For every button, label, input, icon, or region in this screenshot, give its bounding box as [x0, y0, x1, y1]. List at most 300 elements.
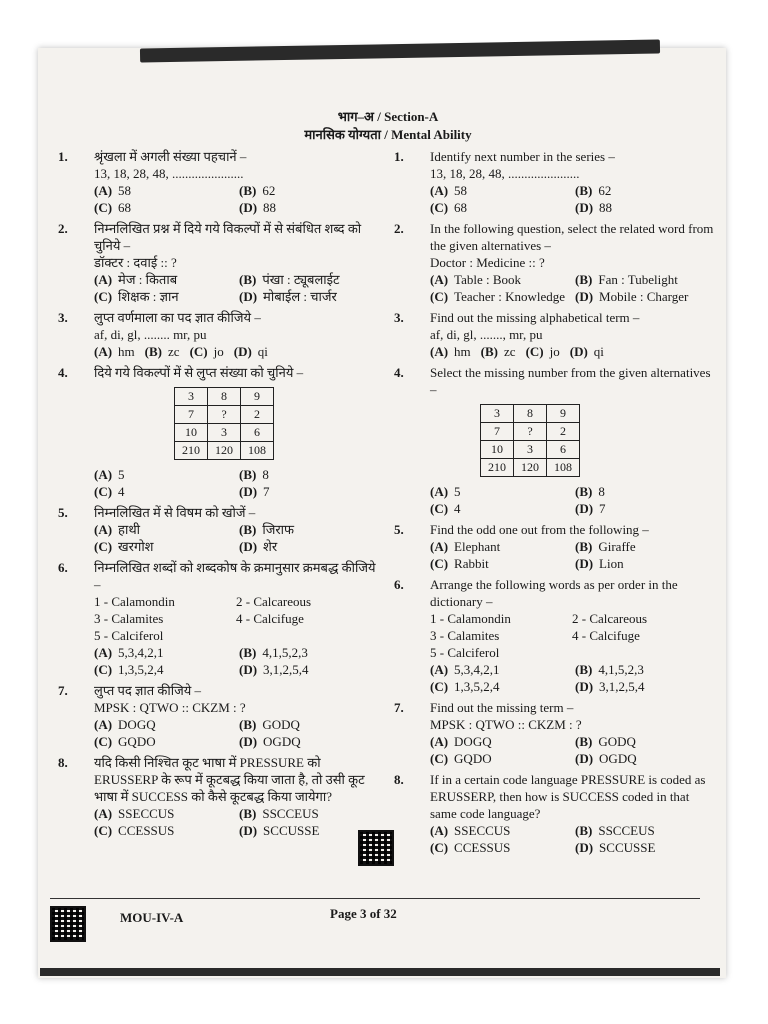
- option-letter: (C): [430, 501, 449, 516]
- option-text: CCESSUS: [454, 840, 511, 855]
- question-number: 6.: [58, 560, 68, 575]
- option-letter: (C): [94, 200, 113, 215]
- answer-option: [575, 733, 714, 750]
- option-letter: (D): [575, 200, 594, 215]
- answer-option: [94, 661, 233, 678]
- option-text: 7: [599, 501, 606, 516]
- question-number: 5.: [58, 505, 68, 520]
- option-letter: (C): [189, 344, 208, 359]
- grid-cell: 108: [241, 442, 274, 460]
- question-stem: Find out the missing term –: [430, 700, 574, 715]
- option-letter: (B): [575, 484, 593, 499]
- answer-option: [430, 678, 569, 695]
- question-block: [58, 754, 378, 839]
- option-letter: (A): [94, 806, 113, 821]
- answer-option: [570, 343, 604, 360]
- grid-cell: 3: [481, 405, 514, 423]
- word-item: 3 - Calamites: [94, 611, 164, 626]
- option-letter: (C): [525, 344, 544, 359]
- question-prompt: MPSK : QTWO :: CKZM : ?: [430, 717, 582, 732]
- question-number: 6.: [394, 577, 404, 592]
- question-number: 3.: [394, 310, 404, 325]
- question-block: [58, 148, 378, 216]
- option-text: 4,1,5,2,3: [598, 662, 644, 677]
- option-letter: (B): [239, 467, 257, 482]
- question-number: 3.: [58, 310, 68, 325]
- grid-cell: 120: [514, 459, 547, 477]
- question-number: 8.: [58, 755, 68, 770]
- option-letter: (D): [575, 679, 594, 694]
- question-prompt: af, di, gl, ........ mr, pu: [94, 327, 207, 342]
- answer-option: [94, 182, 233, 199]
- answer-options: [94, 182, 378, 216]
- option-text: zc: [168, 344, 180, 359]
- answer-option: [94, 644, 233, 661]
- option-text: 5,3,4,2,1: [118, 645, 164, 660]
- question-number: 7.: [58, 683, 68, 698]
- option-text: 68: [454, 200, 468, 215]
- option-letter: (A): [94, 467, 113, 482]
- word-item: 2 - Calcareous: [572, 611, 648, 626]
- grid-row: [481, 423, 580, 441]
- grid-row: [175, 406, 274, 424]
- question-block: [58, 504, 378, 555]
- question-stem: Find out the missing alphabetical term –: [430, 310, 640, 325]
- word-item: 2 - Calcareous: [236, 594, 312, 609]
- grid-cell: 2: [241, 406, 274, 424]
- option-text: SSECCUS: [454, 823, 511, 838]
- option-letter: (D): [239, 289, 258, 304]
- option-text: Teacher : Knowledge: [454, 289, 566, 304]
- answer-option: [239, 483, 378, 500]
- word-item: 5 - Calciferol: [430, 645, 500, 660]
- option-text: 5,3,4,2,1: [454, 662, 500, 677]
- option-letter: (A): [430, 272, 449, 287]
- answer-option: [239, 538, 378, 555]
- question-block: [58, 559, 378, 678]
- option-letter: (C): [430, 289, 449, 304]
- question-number: 1.: [58, 149, 68, 164]
- option-text: 88: [263, 200, 277, 215]
- grid-cell: 3: [514, 441, 547, 459]
- option-text: Giraffe: [598, 539, 636, 554]
- answer-option: [430, 555, 569, 572]
- bottom-shadow-band: [40, 968, 720, 976]
- answer-option: [430, 271, 569, 288]
- option-letter: (C): [94, 289, 113, 304]
- option-letter: (D): [239, 662, 258, 677]
- option-text: GODQ: [262, 717, 300, 732]
- grid-row: [175, 388, 274, 406]
- option-letter: (B): [575, 823, 593, 838]
- answer-option: [239, 466, 378, 483]
- answer-option: [481, 343, 516, 360]
- subject-title: मानसिक योग्यता / Mental Ability: [304, 127, 472, 142]
- answer-options: [94, 271, 378, 305]
- answer-option: [575, 822, 714, 839]
- option-text: GODQ: [598, 734, 636, 749]
- answer-option: [94, 733, 233, 750]
- question-stem: Find the odd one out from the following –: [430, 522, 649, 537]
- answer-option: [430, 500, 569, 517]
- option-letter: (C): [94, 484, 113, 499]
- page-content: [58, 108, 718, 898]
- answer-options: [94, 521, 378, 555]
- option-text: 68: [118, 200, 132, 215]
- option-letter: (A): [430, 823, 449, 838]
- option-letter: (C): [94, 662, 113, 677]
- option-letter: (D): [575, 289, 594, 304]
- option-text: 8: [262, 467, 269, 482]
- answer-option: [575, 288, 714, 305]
- answer-option: [430, 822, 569, 839]
- word-item: 3 - Calamites: [430, 628, 500, 643]
- option-letter: (D): [239, 200, 258, 215]
- option-letter: (C): [430, 200, 449, 215]
- option-text: हाथी: [118, 522, 140, 537]
- answer-option: [234, 343, 268, 360]
- answer-option: [239, 521, 378, 538]
- grid-cell: 210: [481, 459, 514, 477]
- option-letter: (B): [575, 183, 593, 198]
- grid-cell: 3: [175, 388, 208, 406]
- option-text: 62: [598, 183, 612, 198]
- option-letter: (D): [239, 484, 258, 499]
- option-letter: (C): [430, 679, 449, 694]
- option-text: 1,3,5,2,4: [118, 662, 164, 677]
- option-text: 4,1,5,2,3: [262, 645, 308, 660]
- word-item: 5 - Calciferol: [94, 628, 164, 643]
- option-letter: (A): [94, 645, 113, 660]
- option-text: 3,1,2,5,4: [263, 662, 309, 677]
- answer-option: [430, 182, 569, 199]
- option-text: खरगोश: [118, 539, 154, 554]
- answer-options: [430, 661, 714, 695]
- answer-option: [575, 555, 714, 572]
- answer-options: [94, 716, 378, 750]
- hindi-column: [58, 148, 378, 843]
- question-prompt: 13, 18, 28, 48, ......................: [94, 166, 244, 181]
- answer-options: [430, 733, 714, 767]
- grid-cell: 6: [241, 424, 274, 442]
- answer-option: [239, 199, 378, 216]
- question-block: [394, 220, 714, 305]
- option-text: CCESSUS: [118, 823, 175, 838]
- option-letter: (B): [239, 806, 257, 821]
- question-stem: Arrange the following words as per order in the dictionary –: [430, 577, 678, 609]
- answer-option: [430, 661, 569, 678]
- option-text: jo: [549, 344, 560, 359]
- question-block: [394, 309, 714, 360]
- option-letter: (D): [233, 344, 252, 359]
- grid-cell: 3: [208, 424, 241, 442]
- question-block: [394, 771, 714, 856]
- option-text: zc: [504, 344, 516, 359]
- grid-row: [481, 441, 580, 459]
- option-letter: (A): [430, 662, 449, 677]
- grid-cell: 9: [241, 388, 274, 406]
- answer-option: [94, 805, 233, 822]
- question-stem: लुप्त वर्णमाला का पद ज्ञात कीजिये –: [94, 310, 261, 325]
- option-letter: (C): [94, 823, 113, 838]
- grid-cell: 8: [514, 405, 547, 423]
- question-stem: दिये गये विकल्पों में से लुप्त संख्या को चुनिये –: [94, 365, 304, 380]
- answer-option: [94, 343, 135, 360]
- option-text: 7: [263, 484, 270, 499]
- option-text: शेर: [263, 539, 278, 554]
- option-text: पंखा : ट्यूबलाईट: [262, 272, 340, 287]
- question-number: 8.: [394, 772, 404, 787]
- option-letter: (D): [569, 344, 588, 359]
- question-prompt: Doctor : Medicine :: ?: [430, 255, 545, 270]
- option-text: 5: [454, 484, 461, 499]
- option-text: Table : Book: [454, 272, 522, 287]
- grid-cell: 108: [547, 459, 580, 477]
- answer-option: [239, 805, 378, 822]
- option-text: hm: [118, 344, 135, 359]
- number-grid: [480, 404, 580, 477]
- page-footer: [50, 898, 710, 938]
- grid-cell: 7: [175, 406, 208, 424]
- grid-row: [481, 459, 580, 477]
- option-letter: (A): [94, 522, 113, 537]
- question-prompt: MPSK : QTWO :: CKZM : ?: [94, 700, 246, 715]
- option-letter: (D): [239, 823, 258, 838]
- answer-option: [190, 343, 224, 360]
- question-stem: Identify next number in the series –: [430, 149, 615, 164]
- grid-cell: 10: [481, 441, 514, 459]
- option-text: SCCUSSE: [263, 823, 320, 838]
- word-item: 1 - Calamondin: [94, 594, 175, 609]
- question-number: 4.: [394, 365, 404, 380]
- footer-rule: [50, 898, 700, 899]
- option-letter: (B): [575, 539, 593, 554]
- answer-option: [239, 716, 378, 733]
- option-letter: (C): [430, 840, 449, 855]
- paper-code: MOU-IV-A: [120, 910, 184, 925]
- answer-option: [94, 288, 233, 305]
- answer-option: [575, 839, 714, 856]
- option-letter: (B): [239, 183, 257, 198]
- answer-option: [239, 182, 378, 199]
- option-letter: (B): [144, 344, 163, 359]
- option-text: Lion: [599, 556, 624, 571]
- answer-options: [430, 343, 714, 360]
- answer-option: [239, 733, 378, 750]
- answer-option: [239, 644, 378, 661]
- option-text: 58: [454, 183, 468, 198]
- question-block: [58, 364, 378, 500]
- option-text: जिराफ: [262, 522, 295, 537]
- question-block: [58, 682, 378, 750]
- question-prompt: 13, 18, 28, 48, ......................: [430, 166, 580, 181]
- option-text: 4: [118, 484, 125, 499]
- grid-cell: 7: [481, 423, 514, 441]
- option-text: 1,3,5,2,4: [454, 679, 500, 694]
- option-letter: (B): [239, 717, 257, 732]
- question-block: [58, 309, 378, 360]
- answer-option: [239, 271, 378, 288]
- option-text: qi: [593, 344, 604, 359]
- qr-code: [358, 830, 394, 866]
- answer-option: [94, 271, 233, 288]
- answer-option: [94, 538, 233, 555]
- option-text: 3,1,2,5,4: [599, 679, 645, 694]
- answer-option: [430, 538, 569, 555]
- answer-option: [575, 500, 714, 517]
- option-letter: (A): [94, 344, 113, 359]
- option-letter: (B): [575, 272, 593, 287]
- option-text: GQDO: [454, 751, 492, 766]
- word-item: 4 - Calcifuge: [572, 628, 640, 643]
- answer-option: [575, 199, 714, 216]
- option-letter: (B): [239, 272, 257, 287]
- option-text: 58: [118, 183, 132, 198]
- option-text: Mobile : Charger: [599, 289, 689, 304]
- answer-option: [239, 288, 378, 305]
- answer-options: [94, 466, 378, 500]
- grid-cell: 10: [175, 424, 208, 442]
- word-list: [94, 593, 378, 644]
- answer-option: [430, 733, 569, 750]
- option-text: qi: [257, 344, 268, 359]
- answer-option: [575, 750, 714, 767]
- answer-option: [430, 199, 569, 216]
- answer-options: [430, 271, 714, 305]
- option-letter: (A): [430, 344, 449, 359]
- question-number: 4.: [58, 365, 68, 380]
- question-block: [394, 148, 714, 216]
- grid-cell: 6: [547, 441, 580, 459]
- option-letter: (D): [575, 840, 594, 855]
- question-stem: यदि किसी निश्चित कूट भाषा में PRESSURE को ERUSSERP के रूप में कूटबद्ध किया जाता है, तो उसी कूट भाषा में SUCCESS को कैसे कूटबद्ध किया जायेगा?: [94, 755, 365, 804]
- answer-options: [94, 805, 378, 839]
- option-letter: (B): [480, 344, 499, 359]
- question-block: [58, 220, 378, 305]
- question-stem: Select the missing number from the given alternatives –: [430, 365, 711, 397]
- question-prompt: डॉक्टर : दवाई :: ?: [94, 255, 177, 270]
- grid-cell: 9: [547, 405, 580, 423]
- answer-option: [430, 750, 569, 767]
- answer-option: [575, 661, 714, 678]
- option-text: 4: [454, 501, 461, 516]
- page-number: Page 3 of 32: [330, 906, 397, 921]
- option-letter: (A): [430, 484, 449, 499]
- question-block: [394, 699, 714, 767]
- answer-option: [575, 483, 714, 500]
- option-text: 8: [598, 484, 605, 499]
- question-prompt: af, di, gl, ......., mr, pu: [430, 327, 543, 342]
- grid-cell: 8: [208, 388, 241, 406]
- grid-row: [481, 405, 580, 423]
- question-number: 2.: [58, 221, 68, 236]
- grid-cell: ?: [208, 406, 241, 424]
- option-letter: (A): [94, 717, 113, 732]
- question-number: 7.: [394, 700, 404, 715]
- grid-row: [175, 442, 274, 460]
- option-letter: (B): [239, 522, 257, 537]
- answer-option: [575, 271, 714, 288]
- answer-option: [94, 199, 233, 216]
- option-letter: (D): [239, 539, 258, 554]
- option-letter: (A): [430, 539, 449, 554]
- option-letter: (B): [239, 645, 257, 660]
- option-letter: (C): [430, 751, 449, 766]
- answer-option: [430, 839, 569, 856]
- question-block: [394, 521, 714, 572]
- option-letter: (C): [94, 734, 113, 749]
- option-letter: (B): [575, 662, 593, 677]
- number-grid: [174, 387, 274, 460]
- option-letter: (D): [575, 751, 594, 766]
- answer-option: [575, 538, 714, 555]
- question-block: [394, 576, 714, 695]
- option-text: SSCCEUS: [598, 823, 655, 838]
- grid-cell: ?: [514, 423, 547, 441]
- option-letter: (A): [430, 734, 449, 749]
- option-text: 5: [118, 467, 125, 482]
- option-text: मेज : किताब: [118, 272, 178, 287]
- answer-option: [145, 343, 180, 360]
- answer-option: [94, 466, 233, 483]
- option-text: शिक्षक : ज्ञान: [118, 289, 179, 304]
- answer-option: [575, 678, 714, 695]
- option-text: OGDQ: [599, 751, 637, 766]
- answer-option: [94, 521, 233, 538]
- grid-cell: 120: [208, 442, 241, 460]
- option-text: 62: [262, 183, 276, 198]
- option-letter: (A): [94, 183, 113, 198]
- word-item: 1 - Calamondin: [430, 611, 511, 626]
- option-text: SCCUSSE: [599, 840, 656, 855]
- answer-option: [526, 343, 560, 360]
- option-letter: (A): [94, 272, 113, 287]
- english-column: [394, 148, 714, 860]
- question-stem: In the following question, select the related word from the given alternatives –: [430, 221, 714, 253]
- answer-option: [575, 182, 714, 199]
- question-stem: निम्नलिखित प्रश्न में दिये गये विकल्पों में से संबंधित शब्द को चुनिये –: [94, 221, 362, 253]
- question-number: 1.: [394, 149, 404, 164]
- grid-row: [175, 424, 274, 442]
- answer-options: [430, 538, 714, 572]
- answer-options: [94, 343, 378, 360]
- question-stem: निम्नलिखित शब्दों को शब्दकोष के क्रमानुसार क्रमबद्ध कीजिये –: [94, 560, 376, 592]
- answer-option: [430, 288, 569, 305]
- question-number: 5.: [394, 522, 404, 537]
- option-letter: (D): [239, 734, 258, 749]
- question-stem: श्रृंखला में अगली संख्या पहचानें –: [94, 149, 247, 164]
- section-title: भाग–अ / Section-A: [337, 109, 439, 124]
- question-block: [394, 364, 714, 517]
- option-letter: (C): [430, 556, 449, 571]
- option-text: jo: [213, 344, 224, 359]
- option-text: DOGQ: [454, 734, 492, 749]
- word-list: [430, 610, 714, 661]
- option-letter: (C): [94, 539, 113, 554]
- answer-option: [94, 716, 233, 733]
- option-text: मोबाईल : चार्जर: [263, 289, 337, 304]
- grid-cell: 210: [175, 442, 208, 460]
- question-stem: If in a certain code language PRESSURE is coded as ERUSSERP, then how is SUCCESS coded in that same code language?: [430, 772, 706, 821]
- answer-option: [94, 483, 233, 500]
- option-text: OGDQ: [263, 734, 301, 749]
- word-item: 4 - Calcifuge: [236, 611, 304, 626]
- answer-option: [430, 483, 569, 500]
- question-number: 2.: [394, 221, 404, 236]
- grid-cell: 2: [547, 423, 580, 441]
- answer-options: [430, 182, 714, 216]
- option-text: GQDO: [118, 734, 156, 749]
